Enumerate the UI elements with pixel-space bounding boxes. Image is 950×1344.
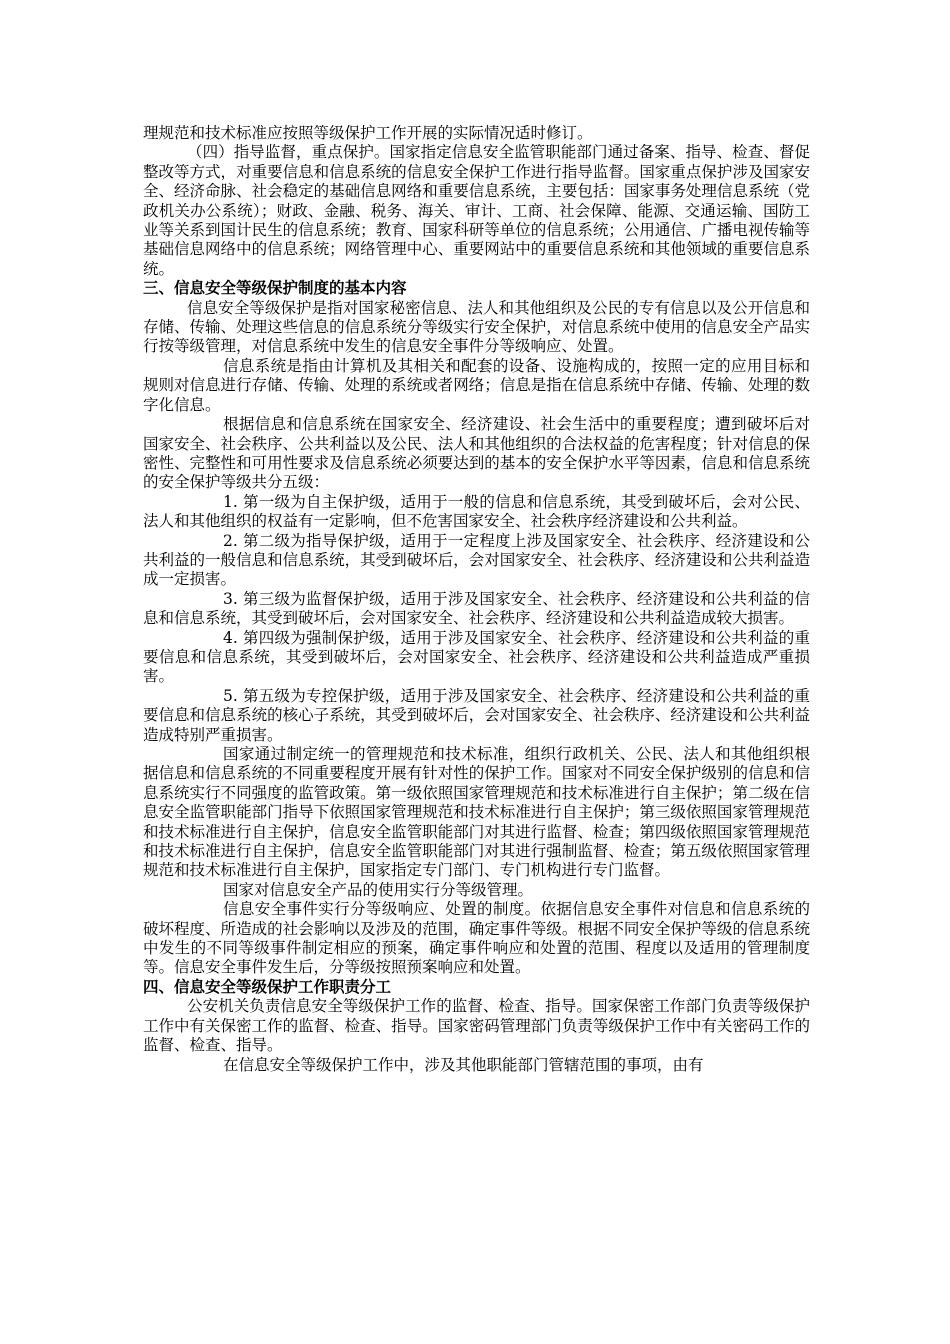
paragraph-definition-protection: 信息安全等级保护是指对国家秘密信息、法人和其他组织及公民的专有信息以及公开信息和存储、传输、处理这些信息的信息系统分等级实行安全保护，对信息系统中使用的信息安全产品实行按等级管理，对信息系统中发生的信息安全事件分等级响应、处置。 [143,298,810,356]
paragraph-product-management: 国家对信息安全产品的使用实行分等级管理。 [223,880,534,899]
list-item-level-3: 3. 第三级为监督保护级，适用于涉及国家安全、社会秩序、经济建设和公共利益的信息和信息系统，其受到破坏后，会对国家安全、社会秩序、经济建设和公共利益造成较大损害。 [143,589,810,628]
paragraph-five-levels-intro: 根据信息和信息系统在国家安全、经济建设、社会生活中的重要程度；遭到破坏后对国家安全、社会秩序、公共利益以及公民、法人和其他组织的合法权益的危害程度；针对信息的保密性、完整性和可用性要求及信息系统必须要达到的基本的安全保护水平等因素，信息和信息系统的安全保护等级共分五级： [143,415,810,492]
paragraph-responsibilities: 公安机关负责信息安全等级保护工作的监督、检查、指导。国家保密工作部门负责等级保护工作中有关保密工作的监督、检查、指导。国家密码管理部门负责等级保护工作中有关密码工作的监督、检查、指导。 [143,997,810,1055]
paragraph-other-departments: 在信息安全等级保护工作中，涉及其他职能部门管辖范围的事项，由有 [223,1055,704,1074]
paragraph-incident-response: 信息安全事件实行分等级响应、处置的制度。依据信息安全事件对信息和信息系统的破坏程度、所造成的社会影响以及涉及的范围，确定事件等级。根据不同安全保护等级的信息系统中发生的不同等级事件制定相应的预案，确定事件响应和处置的范围、程度以及适用的管理制度等。信息安全事件发生后，分等级按照预案响应和处置。 [143,900,810,977]
paragraph-continuation: 理规范和技术标准应按照等级保护工作开展的实际情况适时修订。 [143,124,593,142]
section-heading-responsibilities: 四、信息安全等级保护工作职责分工 [143,977,392,996]
list-item-level-1: 1. 第一级为自主保护级，适用于一般的信息和信息系统，其受到破坏后，会对公民、法人和其他组织的权益有一定影响，但不危害国家安全、社会秩序经济建设和公共利益。 [143,492,810,531]
paragraph-regulation-policy: 国家通过制定统一的管理规范和技术标准，组织行政机关、公民、法人和其他组织根据信息和信息系统的不同重要程度开展有针对性的保护工作。国家对不同安全保护级别的信息和信息系统实行不同强度的监管政策。第一级依照国家管理规范和技术标准进行自主保护；第二级在信息安全监管职能部门指导下依照国家管理规范和技术标准进行自主保护；第三级依照国家管理规范和技术标准进行自主保护，信息安全监管职能部门对其进行监督、检查；第四级依照国家管理规范和技术标准进行自主保护，信息安全监管职能部门对其进行强制监督、检查；第五级依照国家管理规范和技术标准进行自主保护，国家指定专门部门、专门机构进行专门监督。 [143,745,810,880]
section-heading-basic-content: 三、信息安全等级保护制度的基本内容 [143,279,407,298]
paragraph-definition-system: 信息系统是指由计算机及其相关和配套的设备、设施构成的，按照一定的应用目标和规则对信息进行存储、传输、处理的系统或者网络；信息是指在信息系统中存储、传输、处理的数字化信息。 [143,356,810,414]
list-item-level-2: 2. 第二级为指导保护级，适用于一定程度上涉及国家安全、社会秩序、经济建设和公共利益的一般信息和信息系统，其受到破坏后，会对国家安全、社会秩序、经济建设和公共利益造成一定损害。 [143,531,810,589]
document-page [143,124,810,1075]
list-item-level-5: 5. 第五级为专控保护级，适用于涉及国家安全、社会秩序、经济建设和公共利益的重要信息和信息系统的核心子系统，其受到破坏后，会对国家安全、社会秩序、经济建设和公共利益造成特别严重损害。 [143,686,810,744]
list-item-level-4: 4. 第四级为强制保护级，适用于涉及国家安全、社会秩序、经济建设和公共利益的重要信息和信息系统，其受到破坏后，会对国家安全、社会秩序、经济建设和公共利益造成严重损害。 [143,628,810,686]
paragraph-guidance-supervision: （四）指导监督，重点保护。国家指定信息安全监管职能部门通过备案、指导、检查、督促整改等方式，对重要信息和信息系统的信息安全保护工作进行指导监督。国家重点保护涉及国家安全、经济命脉、社会稳定的基础信息网络和重要信息系统，主要包括：国家事务处理信息系统（党政机关办公系统）；财政、金融、税务、海关、审计、工商、社会保障、能源、交通运输、国防工业等关系到国计民生的信息系统；教育、国家科研等单位的信息系统；公用通信、广播电视传输等基础信息网络中的信息系统；网络管理中心、重要网站中的重要信息系统和其他领域的重要信息系统。 [143,143,810,278]
